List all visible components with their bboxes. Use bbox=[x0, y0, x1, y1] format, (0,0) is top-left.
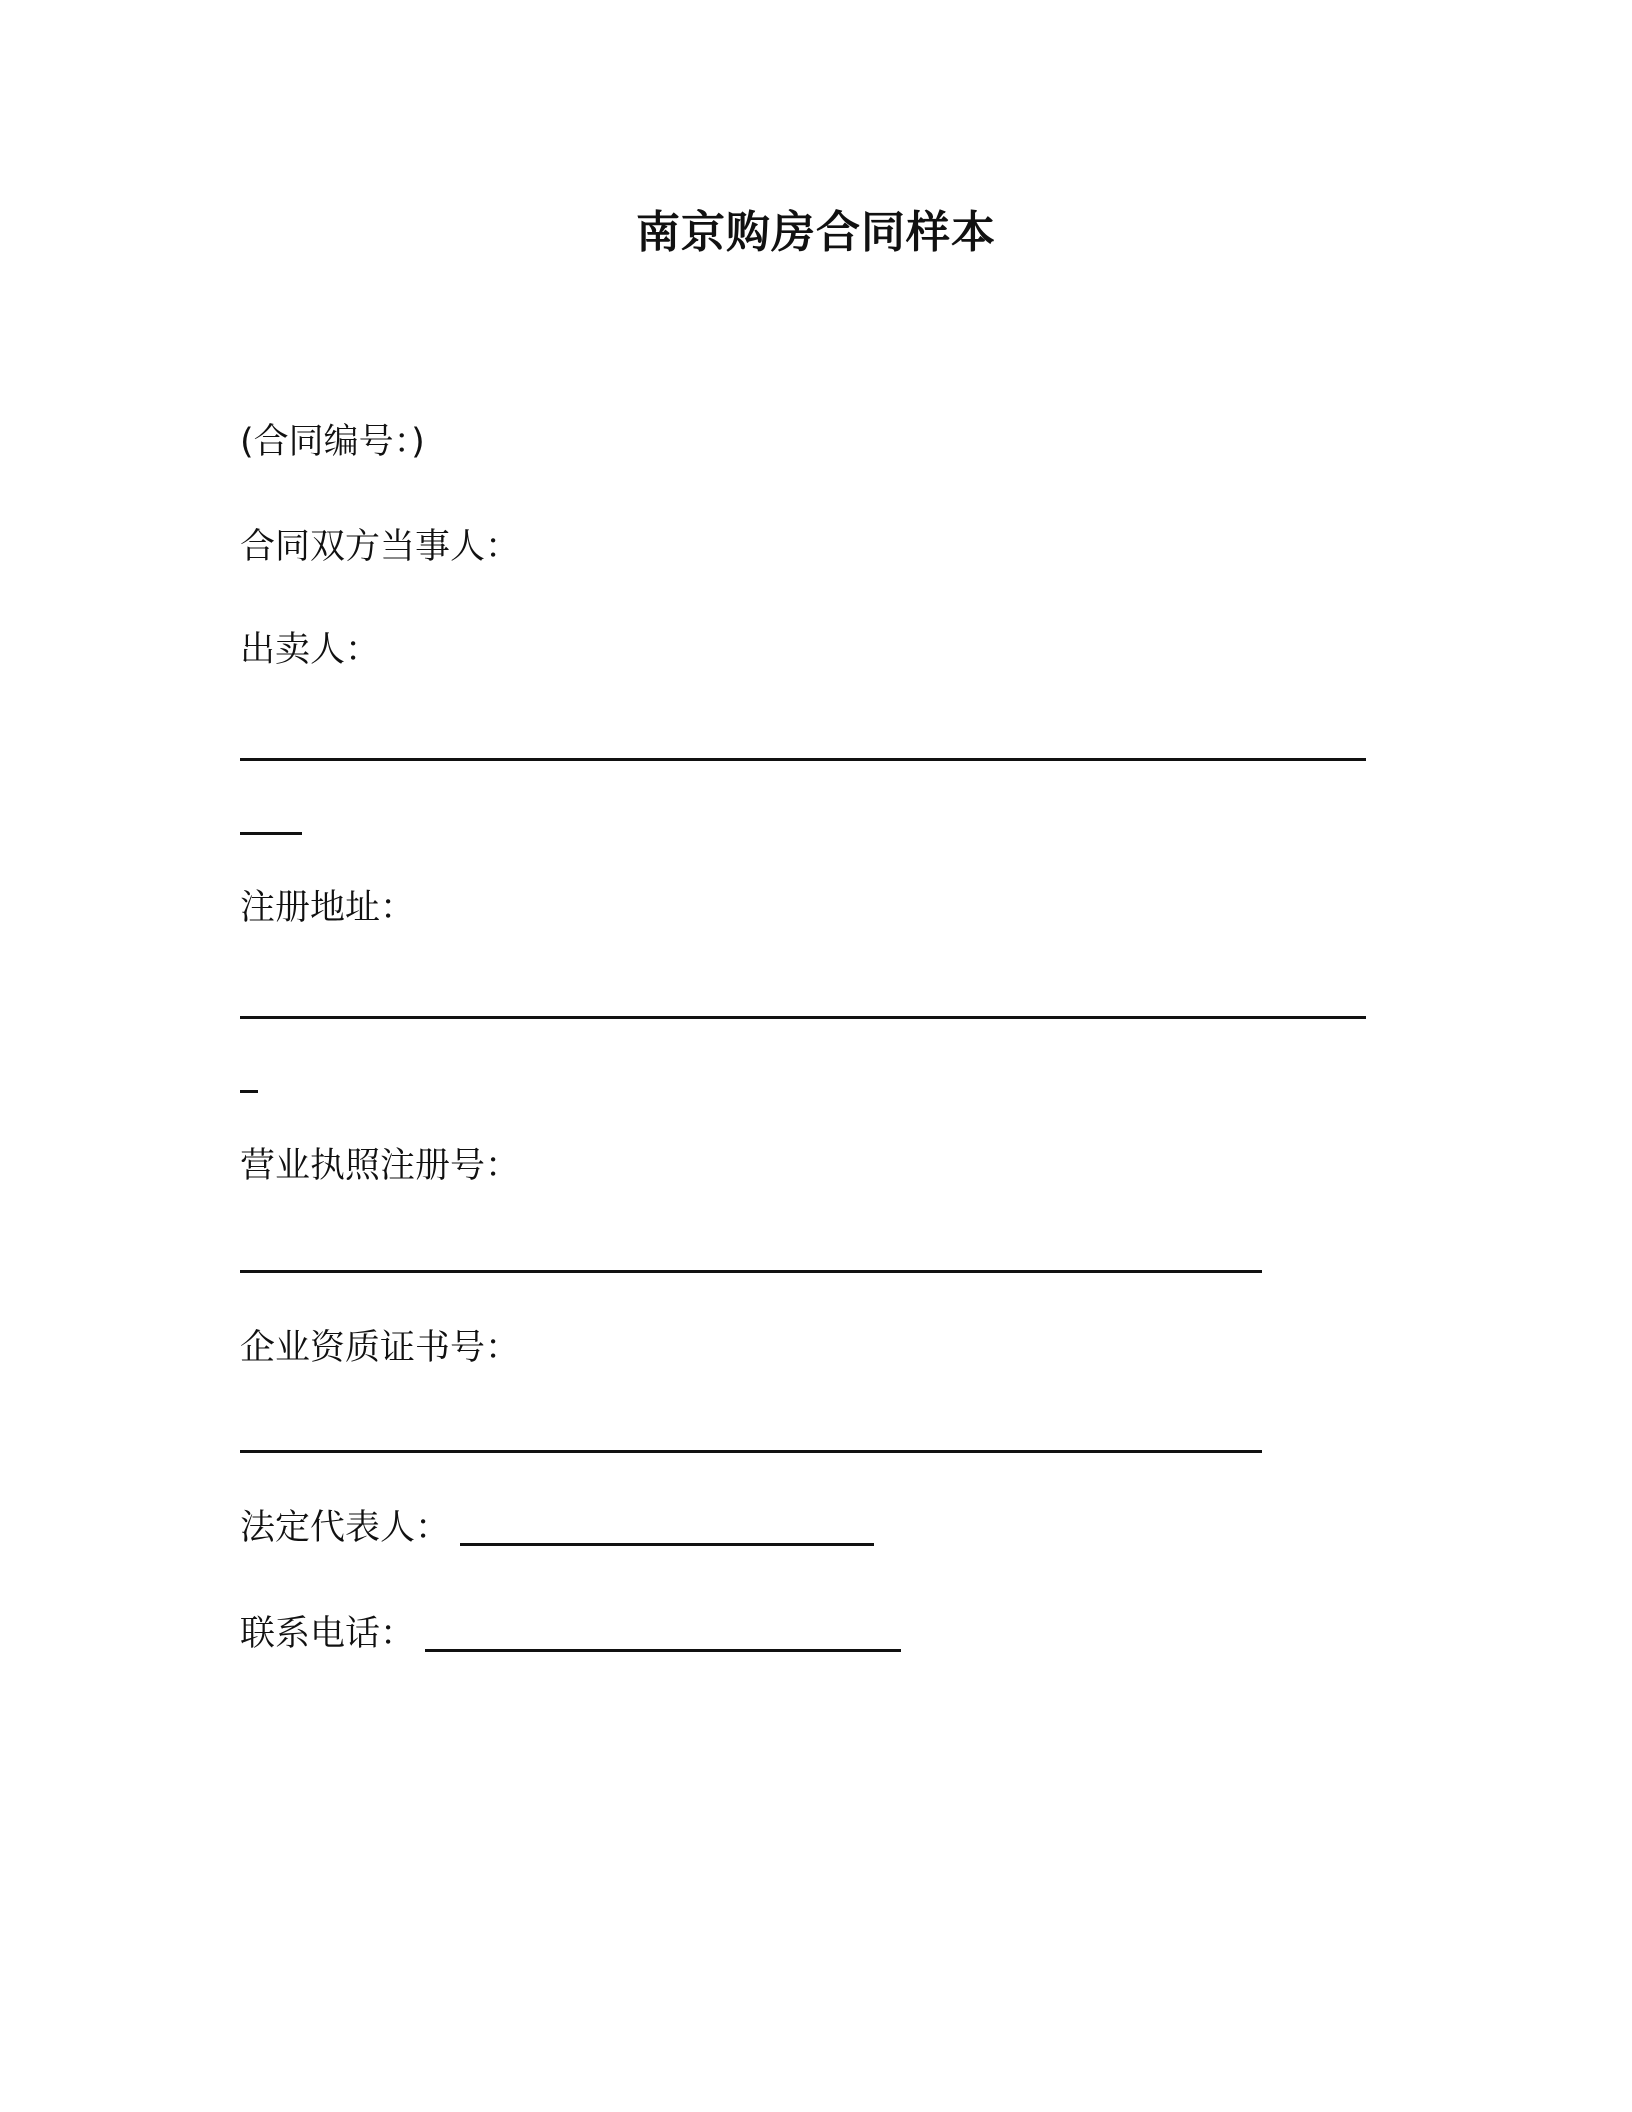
business-license-label: 营业执照注册号： bbox=[240, 1146, 521, 1186]
qualification-cert-blank-line bbox=[240, 1450, 1262, 1453]
business-license-blank-line bbox=[240, 1270, 1262, 1273]
seller-blank-line bbox=[240, 758, 1366, 761]
legal-representative-row bbox=[240, 1506, 874, 1550]
registered-address-blank-line-continuation bbox=[240, 1090, 258, 1093]
phone-blank-line bbox=[425, 1649, 901, 1652]
seller-label: 出卖人： bbox=[240, 630, 381, 670]
phone-row bbox=[240, 1612, 901, 1656]
parties-label: 合同双方当事人： bbox=[240, 527, 521, 567]
legal-representative-label: 法定代表人： bbox=[240, 1508, 451, 1548]
contract-number-label: (合同编号：) bbox=[240, 422, 425, 462]
registered-address-blank-line bbox=[240, 1016, 1366, 1019]
seller-blank-line-continuation bbox=[240, 832, 302, 835]
document-title: 南京购房合同样本 bbox=[636, 207, 996, 258]
legal-representative-blank-line bbox=[460, 1543, 874, 1546]
qualification-cert-label: 企业资质证书号： bbox=[240, 1328, 521, 1368]
registered-address-label: 注册地址： bbox=[240, 888, 416, 928]
phone-label: 联系电话： bbox=[240, 1614, 416, 1654]
